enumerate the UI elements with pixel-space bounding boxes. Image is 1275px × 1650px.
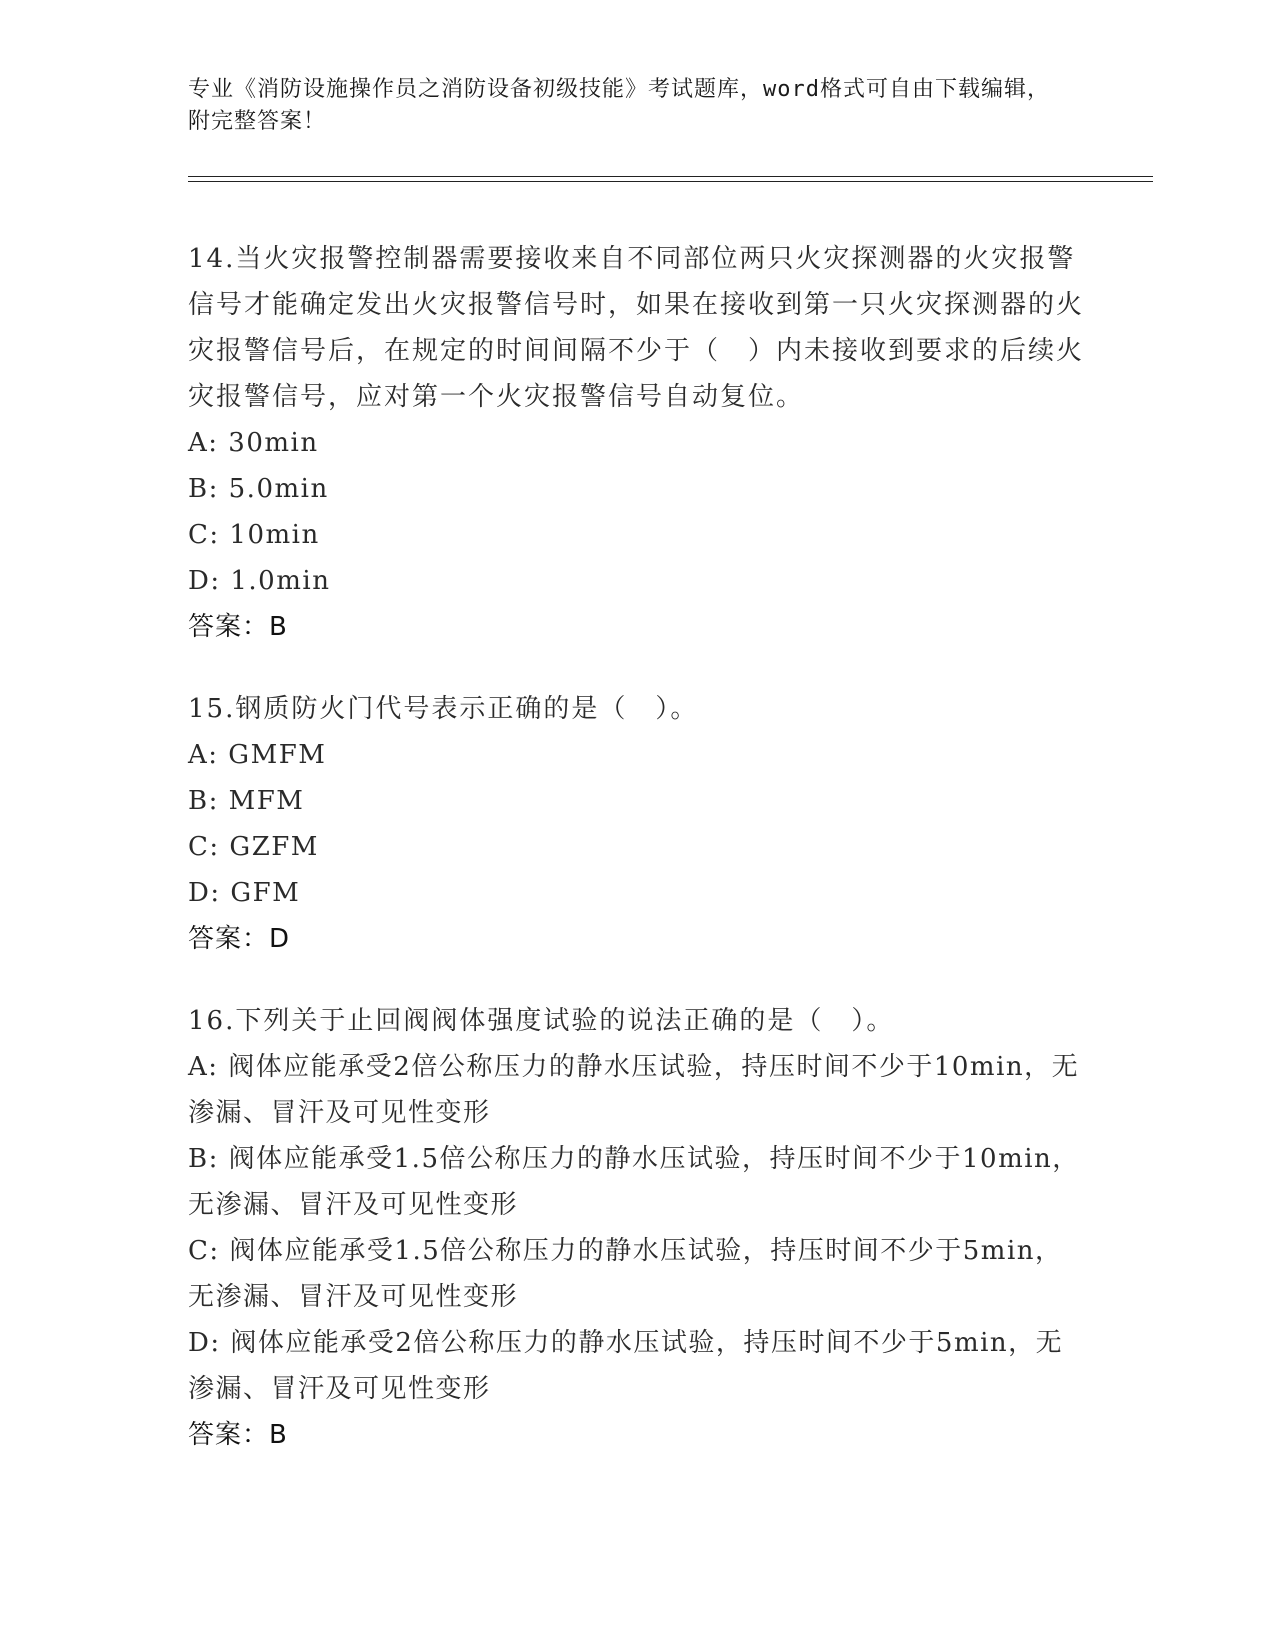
question-15 bbox=[188, 686, 1088, 962]
option-d: D: 阀体应能承受2倍公称压力的静水压试验，持压时间不少于5min，无渗漏、冒汗及可见性变形 bbox=[188, 1328, 1064, 1404]
option-c: C: 10min bbox=[188, 520, 320, 550]
question-text: 16.下列关于止回阀阀体强度试验的说法正确的是（ ）。 bbox=[188, 1006, 895, 1036]
option-c: C: GZFM bbox=[188, 832, 319, 862]
question-text: 14.当火灾报警控制器需要接收来自不同部位两只火灾探测器的火灾报警信号才能确定发出火灾报警信号时，如果在接收到第一只火灾探测器的火灾报警信号后，在规定的时间间隔不少于（ ）内未接收到要求的后续火灾报警信号，应对第一个火灾报警信号自动复位。 bbox=[188, 244, 1085, 412]
question-list bbox=[188, 236, 1088, 1494]
option-a: A: 30min bbox=[188, 428, 319, 458]
answer-label: 答案：B bbox=[188, 1420, 288, 1450]
option-d: D: 1.0min bbox=[188, 566, 331, 596]
option-a: A: 阀体应能承受2倍公称压力的静水压试验，持压时间不少于10min，无渗漏、冒汗及可见性变形 bbox=[188, 1052, 1080, 1128]
header-divider-bottom bbox=[188, 181, 1153, 182]
option-a: A: GMFM bbox=[188, 740, 327, 770]
question-text: 15.钢质防火门代号表示正确的是（ ）。 bbox=[188, 694, 699, 724]
option-c: C: 阀体应能承受1.5倍公称压力的静水压试验，持压时间不少于5min，无渗漏、冒汗及可见性变形 bbox=[188, 1236, 1063, 1312]
option-b: B: MFM bbox=[188, 786, 305, 816]
header-divider-top bbox=[188, 176, 1153, 177]
document-header: 专业《消防设施操作员之消防设备初级技能》考试题库，word格式可自由下载编辑，附完整答案！ bbox=[188, 77, 1050, 134]
question-14 bbox=[188, 236, 1088, 650]
option-b: B: 阀体应能承受1.5倍公称压力的静水压试验，持压时间不少于10min，无渗漏、冒汗及可见性变形 bbox=[188, 1144, 1080, 1220]
answer-label: 答案：B bbox=[188, 612, 288, 642]
option-b: B: 5.0min bbox=[188, 474, 329, 504]
option-d: D: GFM bbox=[188, 878, 301, 908]
question-16 bbox=[188, 998, 1088, 1458]
answer-label: 答案：D bbox=[188, 924, 291, 954]
